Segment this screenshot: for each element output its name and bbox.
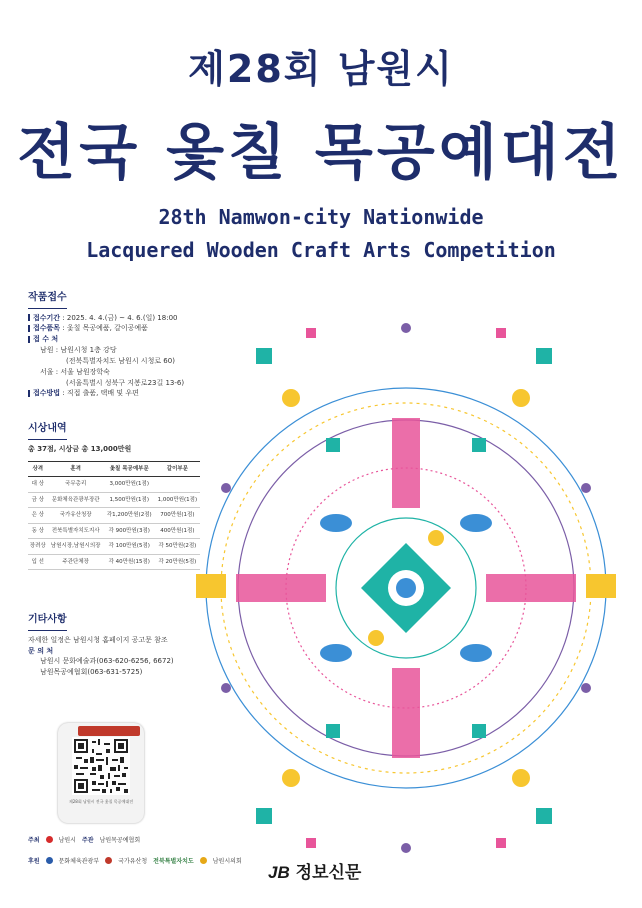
awards-table bbox=[28, 461, 200, 571]
pink-spoke-right bbox=[486, 574, 576, 602]
contact-1: 남원시 문화예술과(063-620-6256, 6672) bbox=[40, 657, 174, 666]
english-subtitle-2: Lacquered Wooden Craft Arts Competition bbox=[86, 238, 556, 262]
title-line-2: 전국 옻칠 목공예대전 bbox=[17, 118, 625, 188]
awards-header-cell: 갈이부문 bbox=[155, 461, 200, 477]
table-row: 금 상 문화체육관광부장관 1,500만원(1점) 1,000만원(1점) bbox=[28, 492, 200, 508]
seoul-place: 서울 : 서울 남원장학숙 bbox=[40, 367, 110, 376]
qr-card bbox=[58, 723, 144, 823]
qr-badge bbox=[78, 726, 140, 736]
pink-spoke-bottom bbox=[392, 668, 420, 758]
etc-note: 자세한 일정은 남원시청 홈페이지 공고문 참조 bbox=[28, 635, 168, 644]
submission-period: 접수기간 : 2025. 4. 4.(금) ~ 4. 6.(일) 18:00 bbox=[28, 313, 198, 324]
table-row: 은 상 국가유산청장 각1,200만원(2점) 700만원(1점) bbox=[28, 508, 200, 524]
submission-items: 접수품목 : 옻칠 목공예품, 갈이공예품 bbox=[28, 323, 198, 334]
pink-spoke-left bbox=[236, 574, 326, 602]
namwon-logo-icon bbox=[46, 836, 53, 843]
mcst-logo-icon bbox=[46, 857, 53, 864]
host-row: 주최 남원시 주관 남원목공예협회 bbox=[28, 837, 141, 844]
awards-summary: 총 37점, 시상금 총 13,000만원 bbox=[28, 444, 132, 453]
contact-label: 문 의 처 bbox=[28, 646, 54, 655]
awards-header-cell: 훈격 bbox=[48, 461, 104, 477]
english-subtitle-1: 28th Namwon-city Nationwide bbox=[158, 205, 484, 229]
pink-spoke-top bbox=[392, 418, 420, 508]
awards-header-cell: 상격 bbox=[28, 461, 48, 477]
decorative-mandala-pattern bbox=[196, 288, 616, 888]
etc-section-title: 기타사항 bbox=[28, 612, 67, 631]
submission-method: 접수방법 : 직접 출품, 택배 및 우편 bbox=[28, 388, 198, 399]
submission-section-title: 작품접수 bbox=[28, 290, 67, 309]
table-row: 장려상 남원시장,남원시의장 각 100만원(5점) 각 50만원(2점) bbox=[28, 539, 200, 555]
namwon-place: 남원 : 남원시청 1층 강당 bbox=[40, 346, 117, 355]
awards-section-title: 시상내역 bbox=[28, 421, 67, 440]
table-row: 입 선 주관단체장 각 40만원(15점) 각 20만원(5점) bbox=[28, 554, 200, 570]
khs-logo-icon bbox=[105, 857, 112, 864]
table-row: 동 상 전북특별자치도지사 각 900만원(3점) 400만원(1점) bbox=[28, 523, 200, 539]
submission-place: 접 수 처 bbox=[28, 334, 198, 345]
qr-code-icon[interactable] bbox=[72, 737, 130, 795]
namwon-address: (전북특별자치도 남원시 시청로 60) bbox=[66, 356, 175, 365]
table-row: 대 상 국무총리 3,000만원(1점) bbox=[28, 477, 200, 493]
awards-header-row bbox=[28, 461, 200, 477]
awards-header-cell: 옻칠 목공예부문 bbox=[104, 461, 155, 477]
jb-news-watermark: JB 정보신문 bbox=[268, 863, 362, 883]
info-column bbox=[28, 290, 198, 678]
qr-caption: 제28회 남원시 전국 옻칠 목공예대전 bbox=[68, 799, 134, 804]
title-line-1: 제28회 남원시 bbox=[188, 47, 454, 91]
contact-2: 남원목공예협회(063-631-5725) bbox=[40, 668, 143, 677]
seoul-address: (서울특별시 성북구 지봉로23길 13-6) bbox=[66, 378, 185, 387]
center-dot-icon bbox=[396, 578, 416, 598]
sponsor-row: 후원 문화체육관광부 국가유산청 전북특별자치도 남원시의회 bbox=[28, 858, 242, 865]
